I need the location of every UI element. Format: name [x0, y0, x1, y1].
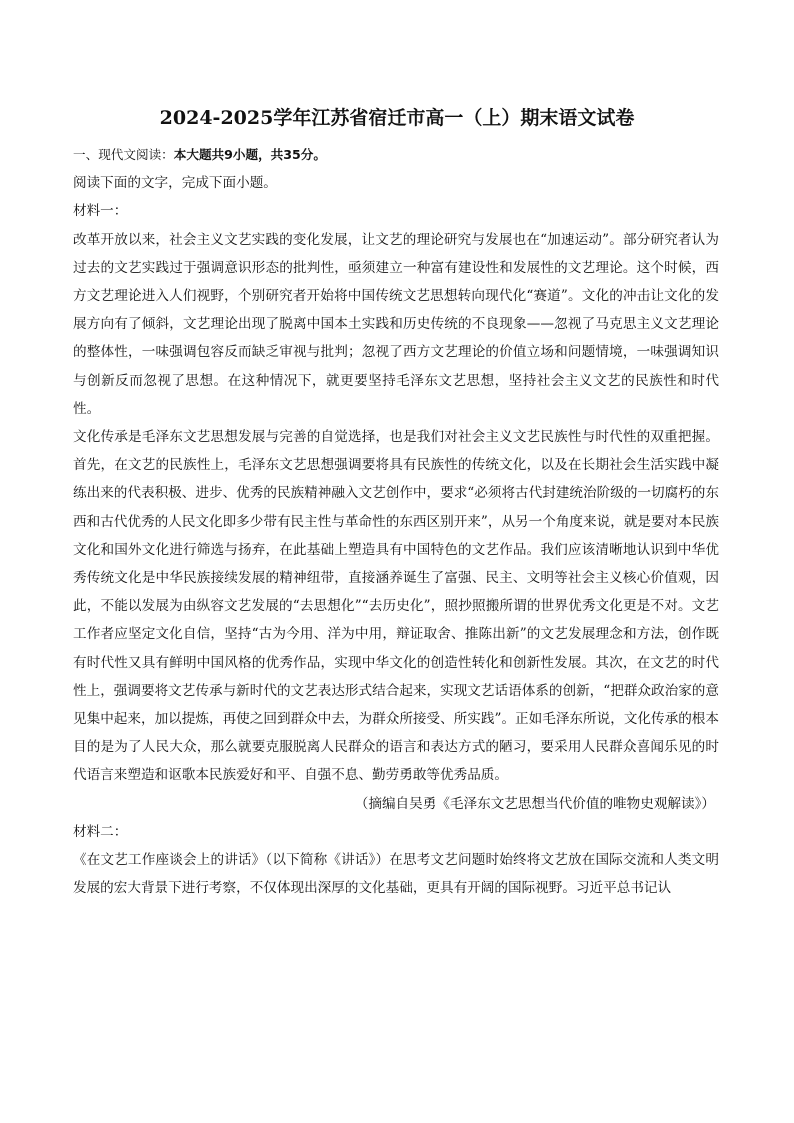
- material-one-source: （摘编自吴勇《毛泽东文艺思想当代价值的唯物史观解读》）: [354, 795, 715, 812]
- section-heading-label: 一、现代文阅读：: [73, 147, 174, 162]
- document-body: [73, 141, 719, 902]
- material-one-paragraph-1: 改革开放以来，社会主义文艺实践的变化发展，让文艺的理论研究与发展也在“加速运动”。部分研究者认为过去的文艺实践过于强调意识形态的批判性，亟须建立一种富有建设性和发展性的文艺理论。这个时候，西方文艺理论进入人们视野，个别研究者开始将中国传统文艺思想转向现代化“赛道”。文化的冲击让文化的发展方向有了倾斜，文艺理论出现了脱离中国本土实践和历史传统的不良现象——忽视了马克思主义文艺理论的整体性，一味强调包容反而缺乏审视与批判；忽视了西方文艺理论的价值立场和问题情境，一味强调知识与创新反而忽视了思想。在这种情况下，就更要坚持毛泽东文艺思想，坚持社会主义文艺的民族性和时代性。: [73, 231, 719, 417]
- reading-instruction: 阅读下面的文字，完成下面小题。: [73, 175, 277, 192]
- material-two-paragraph: 《在文艺工作座谈会上的讲话》（以下简称《讲话》）在思考文艺问题时始终将文艺放在国际交流和人类文明发展的宏大背景下进行考察，不仅体现出深厚的文化基础，更具有开阔的国际视野。习近平总书记认: [73, 852, 719, 897]
- section-heading: [73, 141, 719, 169]
- material-one-label: 材料一：: [73, 203, 128, 220]
- section-heading-detail: 本大题共9小题，共35分。: [173, 147, 326, 162]
- material-one-paragraph-2: 文化传承是毛泽东文艺思想发展与完善的自觉选择，也是我们对社会主义文艺民族性与时代性的双重把握。首先，在文艺的民族性上，毛泽东文艺思想强调要将具有民族性的传统文化，以及在长期社会生活实践中凝练出来的代表积极、进步、优秀的民族精神融入文艺创作中，要求“必须将古代封建统治阶级的一切腐朽的东西和古代优秀的人民文化即多少带有民主性与革命性的东西区别开来”，从另一个角度来说，就是要对本民族文化和国外文化进行筛选与扬弃，在此基础上塑造具有中国特色的文艺作品。我们应该清晰地认识到中华优秀传统文化是中华民族接续发展的精神纽带，直接涵养诞生了富强、民主、文明等社会主义核心价值观，因此，不能以发展为由纵容文艺发展的“去思想化”“去历史化”，照抄照搬所谓的世界优秀文化更是不对。文艺工作者应坚定文化自信，坚持“古为今用、洋为中用，辩证取舍、推陈出新”的文艺发展理念和方法，创作既有时代性又具有鲜明中国风格的优秀作品，实现中华文化的创造性转化和创新性发展。其次，在文艺的时代性上，强调要将文艺传承与新时代的文艺表达形式结合起来，实现文艺话语体系的创新，“把群众政治家的意见集中起来，加以提炼，再使之回到群众中去，为群众所接受、所实践”。正如毛泽东所说，文化传承的根本目的是为了人民大众，那么就要克服脱离人民群众的语言和表达方式的陋习，要采用人民群众喜闻乐见的时代语言来塑造和讴歌本民族爱好和平、自强不息、勤劳勇敢等优秀品质。: [73, 428, 719, 784]
- material-two-label: 材料二：: [73, 823, 128, 840]
- exam-title: 2024-2025学年江苏省宿迁市高一（上）期末语文试卷: [159, 107, 635, 129]
